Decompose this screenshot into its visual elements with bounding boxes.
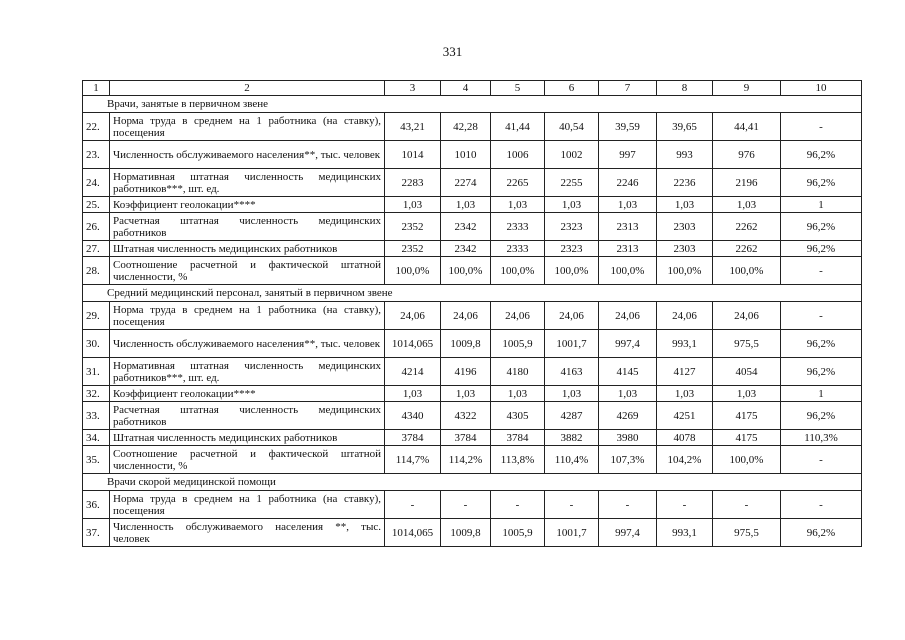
- row-number: 22.: [83, 113, 110, 141]
- row-description: Коэффициент геолокации****: [110, 197, 385, 213]
- value-cell: 997: [599, 141, 657, 169]
- value-cell: 1009,8: [441, 330, 491, 358]
- value-cell: -: [441, 491, 491, 519]
- row-number: 23.: [83, 141, 110, 169]
- value-cell: 4145: [599, 358, 657, 386]
- table-row: [83, 113, 862, 141]
- value-cell: -: [713, 491, 781, 519]
- value-cell: 100,0%: [491, 257, 545, 285]
- row-description: Норма труда в среднем на 1 работника (на ставку), посещения: [110, 113, 385, 141]
- value-cell: 1,03: [657, 386, 713, 402]
- value-cell: 993,1: [657, 519, 713, 547]
- row-number: 31.: [83, 358, 110, 386]
- value-cell: 997,4: [599, 330, 657, 358]
- row-description: Соотношение расчетной и фактической штатной численности, %: [110, 257, 385, 285]
- value-cell: 4175: [713, 402, 781, 430]
- value-cell: 4175: [713, 430, 781, 446]
- value-cell: 975,5: [713, 519, 781, 547]
- page-number: 331: [442, 44, 463, 59]
- section-title: Врачи, занятые в первичном звене: [83, 96, 862, 113]
- row-number: 29.: [83, 302, 110, 330]
- value-cell: 1,03: [713, 197, 781, 213]
- value-cell: 24,06: [713, 302, 781, 330]
- value-cell: 107,3%: [599, 446, 657, 474]
- table-row: [83, 213, 862, 241]
- row-description: Расчетная штатная численность медицинских работников: [110, 213, 385, 241]
- value-cell: 2352: [385, 213, 441, 241]
- value-cell: 1005,9: [491, 330, 545, 358]
- value-cell: 2333: [491, 241, 545, 257]
- value-cell: 1,03: [385, 197, 441, 213]
- section-row: [83, 474, 862, 491]
- value-cell: -: [657, 491, 713, 519]
- value-cell: 96,2%: [781, 169, 862, 197]
- value-cell: -: [385, 491, 441, 519]
- value-cell: 1,03: [657, 197, 713, 213]
- row-description: Норма труда в среднем на 1 работника (на ставку), посещения: [110, 491, 385, 519]
- value-cell: 1010: [441, 141, 491, 169]
- value-cell: 1,03: [491, 386, 545, 402]
- value-cell: 24,06: [545, 302, 599, 330]
- value-cell: 44,41: [713, 113, 781, 141]
- value-cell: 1,03: [713, 386, 781, 402]
- value-cell: -: [781, 257, 862, 285]
- table-row: [83, 446, 862, 474]
- value-cell: 39,59: [599, 113, 657, 141]
- value-cell: 1014,065: [385, 330, 441, 358]
- value-cell: 993,1: [657, 330, 713, 358]
- value-cell: -: [781, 113, 862, 141]
- value-cell: 4054: [713, 358, 781, 386]
- table-row: [83, 302, 862, 330]
- value-cell: 100,0%: [385, 257, 441, 285]
- row-description: Соотношение расчетной и фактической штатной численности, %: [110, 446, 385, 474]
- value-cell: 2262: [713, 213, 781, 241]
- column-header: 5: [491, 81, 545, 96]
- value-cell: 24,06: [599, 302, 657, 330]
- value-cell: 4163: [545, 358, 599, 386]
- table-row: [83, 330, 862, 358]
- value-cell: 100,0%: [657, 257, 713, 285]
- value-cell: 1,03: [385, 386, 441, 402]
- value-cell: 2262: [713, 241, 781, 257]
- section-row: [83, 285, 862, 302]
- value-cell: 114,7%: [385, 446, 441, 474]
- column-header: 3: [385, 81, 441, 96]
- value-cell: 39,65: [657, 113, 713, 141]
- row-number: 35.: [83, 446, 110, 474]
- value-cell: 993: [657, 141, 713, 169]
- value-cell: 96,2%: [781, 330, 862, 358]
- table-row: [83, 241, 862, 257]
- row-number: 32.: [83, 386, 110, 402]
- value-cell: 3882: [545, 430, 599, 446]
- value-cell: 1,03: [599, 386, 657, 402]
- value-cell: 113,8%: [491, 446, 545, 474]
- value-cell: 4127: [657, 358, 713, 386]
- row-description: Численность обслуживаемого населения**, тыс. человек: [110, 141, 385, 169]
- value-cell: 24,06: [441, 302, 491, 330]
- column-header: 10: [781, 81, 862, 96]
- row-number: 37.: [83, 519, 110, 547]
- header-row: [83, 81, 862, 96]
- value-cell: 96,2%: [781, 402, 862, 430]
- row-description: Нормативная штатная численность медицинских работников***, шт. ед.: [110, 169, 385, 197]
- row-description: Нормативная штатная численность медицинских работников***, шт. ед.: [110, 358, 385, 386]
- column-header: 6: [545, 81, 599, 96]
- table-row: [83, 169, 862, 197]
- value-cell: 4214: [385, 358, 441, 386]
- value-cell: 41,44: [491, 113, 545, 141]
- table-body: [83, 81, 862, 547]
- value-cell: 42,28: [441, 113, 491, 141]
- table-row: [83, 519, 862, 547]
- value-cell: 1002: [545, 141, 599, 169]
- row-description: Численность обслуживаемого населения**, тыс. человек: [110, 330, 385, 358]
- section-row: [83, 96, 862, 113]
- row-number: 27.: [83, 241, 110, 257]
- value-cell: 96,2%: [781, 358, 862, 386]
- value-cell: 4196: [441, 358, 491, 386]
- value-cell: 24,06: [657, 302, 713, 330]
- value-cell: -: [781, 446, 862, 474]
- table-row: [83, 358, 862, 386]
- value-cell: 2313: [599, 241, 657, 257]
- value-cell: 100,0%: [545, 257, 599, 285]
- value-cell: 24,06: [385, 302, 441, 330]
- table-row: [83, 197, 862, 213]
- value-cell: 100,0%: [441, 257, 491, 285]
- column-header: 2: [110, 81, 385, 96]
- value-cell: 2313: [599, 213, 657, 241]
- value-cell: 4269: [599, 402, 657, 430]
- value-cell: 1,03: [545, 197, 599, 213]
- value-cell: 96,2%: [781, 241, 862, 257]
- value-cell: 1005,9: [491, 519, 545, 547]
- table-row: [83, 386, 862, 402]
- row-number: 33.: [83, 402, 110, 430]
- value-cell: 3784: [385, 430, 441, 446]
- row-description: Штатная численность медицинских работников: [110, 241, 385, 257]
- value-cell: 2342: [441, 241, 491, 257]
- value-cell: 2323: [545, 241, 599, 257]
- row-description: Расчетная штатная численность медицинских работников: [110, 402, 385, 430]
- value-cell: 96,2%: [781, 519, 862, 547]
- value-cell: -: [545, 491, 599, 519]
- row-description: Норма труда в среднем на 1 работника (на ставку), посещения: [110, 302, 385, 330]
- table-row: [83, 402, 862, 430]
- value-cell: -: [491, 491, 545, 519]
- row-description: Численность обслуживаемого населения **, тыс. человек: [110, 519, 385, 547]
- value-cell: 110,3%: [781, 430, 862, 446]
- value-cell: 2303: [657, 241, 713, 257]
- value-cell: 1,03: [441, 386, 491, 402]
- table-row: [83, 257, 862, 285]
- value-cell: 2246: [599, 169, 657, 197]
- value-cell: 2255: [545, 169, 599, 197]
- value-cell: 100,0%: [599, 257, 657, 285]
- value-cell: 1,03: [441, 197, 491, 213]
- value-cell: 2352: [385, 241, 441, 257]
- value-cell: 3784: [491, 430, 545, 446]
- value-cell: 2265: [491, 169, 545, 197]
- value-cell: 1,03: [599, 197, 657, 213]
- value-cell: 114,2%: [441, 446, 491, 474]
- value-cell: 104,2%: [657, 446, 713, 474]
- value-cell: 1: [781, 386, 862, 402]
- table-row: [83, 491, 862, 519]
- value-cell: -: [781, 302, 862, 330]
- row-number: 28.: [83, 257, 110, 285]
- value-cell: 997,4: [599, 519, 657, 547]
- row-number: 34.: [83, 430, 110, 446]
- value-cell: 1001,7: [545, 330, 599, 358]
- value-cell: 2196: [713, 169, 781, 197]
- value-cell: 24,06: [491, 302, 545, 330]
- section-title: Врачи скорой медицинской помощи: [83, 474, 862, 491]
- value-cell: 2303: [657, 213, 713, 241]
- data-table: [82, 80, 862, 547]
- section-title: Средний медицинский персонал, занятый в первичном звене: [83, 285, 862, 302]
- value-cell: 4340: [385, 402, 441, 430]
- column-header: 9: [713, 81, 781, 96]
- value-cell: 96,2%: [781, 141, 862, 169]
- value-cell: 4078: [657, 430, 713, 446]
- value-cell: 43,21: [385, 113, 441, 141]
- value-cell: 1,03: [491, 197, 545, 213]
- value-cell: 4180: [491, 358, 545, 386]
- column-header: 7: [599, 81, 657, 96]
- row-number: 24.: [83, 169, 110, 197]
- value-cell: 100,0%: [713, 257, 781, 285]
- value-cell: 1014,065: [385, 519, 441, 547]
- value-cell: 975,5: [713, 330, 781, 358]
- column-header: 8: [657, 81, 713, 96]
- value-cell: 2283: [385, 169, 441, 197]
- value-cell: 1009,8: [441, 519, 491, 547]
- row-description: Штатная численность медицинских работников: [110, 430, 385, 446]
- value-cell: 2274: [441, 169, 491, 197]
- table-row: [83, 141, 862, 169]
- value-cell: 4322: [441, 402, 491, 430]
- value-cell: 1006: [491, 141, 545, 169]
- table-row: [83, 430, 862, 446]
- value-cell: -: [599, 491, 657, 519]
- value-cell: 40,54: [545, 113, 599, 141]
- value-cell: 4251: [657, 402, 713, 430]
- value-cell: 1: [781, 197, 862, 213]
- value-cell: 4305: [491, 402, 545, 430]
- value-cell: 2342: [441, 213, 491, 241]
- value-cell: 3980: [599, 430, 657, 446]
- value-cell: 1014: [385, 141, 441, 169]
- value-cell: 100,0%: [713, 446, 781, 474]
- row-number: 30.: [83, 330, 110, 358]
- row-number: 36.: [83, 491, 110, 519]
- row-number: 26.: [83, 213, 110, 241]
- value-cell: 2236: [657, 169, 713, 197]
- value-cell: 976: [713, 141, 781, 169]
- value-cell: 1001,7: [545, 519, 599, 547]
- row-description: Коэффициент геолокации****: [110, 386, 385, 402]
- value-cell: 3784: [441, 430, 491, 446]
- value-cell: 2333: [491, 213, 545, 241]
- value-cell: 2323: [545, 213, 599, 241]
- column-header: 4: [441, 81, 491, 96]
- row-number: 25.: [83, 197, 110, 213]
- value-cell: 4287: [545, 402, 599, 430]
- value-cell: 1,03: [545, 386, 599, 402]
- value-cell: 110,4%: [545, 446, 599, 474]
- value-cell: 96,2%: [781, 213, 862, 241]
- value-cell: -: [781, 491, 862, 519]
- column-header: 1: [83, 81, 110, 96]
